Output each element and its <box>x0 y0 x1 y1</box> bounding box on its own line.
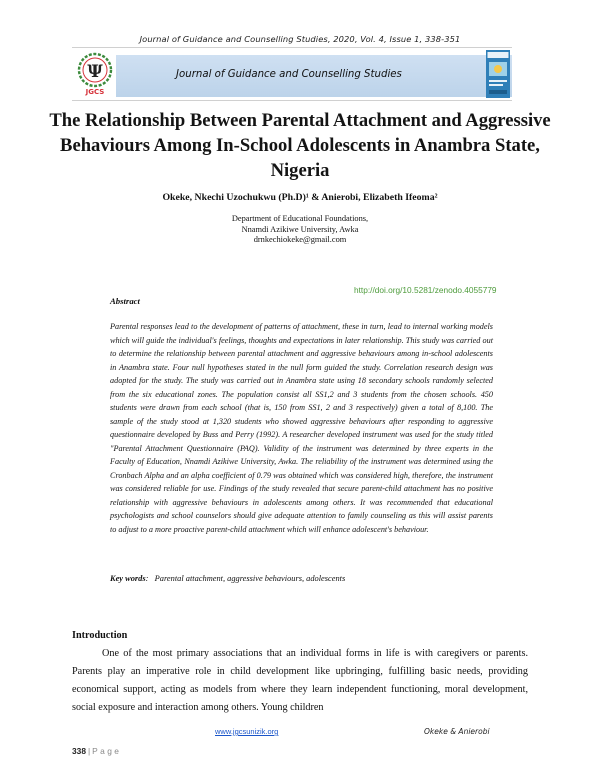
introduction-text: One of the most primary associations that an individual forms in life is with caregivers or parents. Parents play an imperative role in child development like upbringing, fulfilling basic needs, providing economical support, acting as models from where they learn independent functioning, moral development, social exposure and interaction among others. Young children <box>72 648 528 714</box>
doi-link[interactable]: http://doi.org/10.5281/zenodo.4055779 <box>354 285 497 295</box>
affiliation <box>0 214 600 246</box>
page-number-value: 338 <box>72 746 86 756</box>
keywords-label: Key words <box>110 574 146 583</box>
introduction-heading: Introduction <box>72 630 128 641</box>
journal-banner-title: Journal of Guidance and Counselling Studies <box>176 69 402 80</box>
abstract-heading: Abstract <box>110 296 140 306</box>
keywords-colon: : <box>145 574 155 583</box>
running-head: Journal of Guidance and Counselling Studies, 2020, Vol. 4, Issue 1, 338-351 <box>139 34 461 44</box>
footer-authors: Okeke & Anierobi <box>424 727 490 736</box>
page-number <box>72 746 121 756</box>
footer-website-link[interactable]: www.jgcsunizik.org <box>215 727 279 736</box>
journal-cover-thumbnail <box>486 50 510 98</box>
paper-title: The Relationship Between Parental Attachment and Aggressive Behaviours Among In-School Adolescents in Anambra State, Nigeria <box>49 110 551 181</box>
affiliation-university: Nnamdi Azikiwe University, Awka <box>241 224 359 234</box>
page-label: Page <box>92 746 122 756</box>
affiliation-department: Department of Educational Foundations, <box>231 214 369 223</box>
abstract-text: Parental responses lead to the development of patterns of attachment, these in turn, lead to internal working models which will guide the individual's feelings, thoughts and expectations in later relationship. This study was carried out to determine the relationship between parental attachment and aggressive behaviours among in-school adolescents in Anambra state. Four null hypotheses stated in the null form guided the study. Correlation research design was adopted for the study. The study was carried out in Anambra state using 18 secondary schools randomly selected from the six educational zones. The population consist all SS1,2 and 3 students from the chosen schools. 450 students were drawn from each school (that is, 150 from SS1, 2 and 3 respectively) given a total of 8,100. The sample of the study stood at 1,320 students who showed aggressive behaviours after responding to aggressive questionnaire developed by Buss and Perry (1992). A researcher developed instrument was used for the study titled "Parental Attachment Questionnaire (PAQ). Validity of the instrument was determined by three experts in the Faculty of Education, Nnamdi Azikiwe University, Awka. The reliability of the instrument was determined using the Cronbach Alpha and an alpha coefficient of 0.79 was obtained which was considered high, therefore, the instrument was considered reliable for use. Findings of the study revealed that secure parent-child attachment has no positive relationship with aggressive behaviours in adolescents among others. It was recommended that educational psychologists and school counselors should give adequate attention to family counseling as this will assist parents to adjust to a more proactive parent-child attachment which will enhance adolescent's behaviour. <box>110 322 493 534</box>
logo-text: JGCS <box>85 88 105 96</box>
journal-logo <box>74 51 116 96</box>
authors: Okeke, Nkechi Uzochukwu (Ph.D)¹ & Anierobi, Elizabeth Ifeoma² <box>162 192 438 203</box>
keywords-text: Parental attachment, aggressive behaviours, adolescents <box>154 574 346 583</box>
svg-text:Ψ: Ψ <box>87 62 103 82</box>
affiliation-email[interactable]: drnkechiokeke@gmail.com <box>253 235 347 245</box>
page-number-separator: | <box>87 746 91 756</box>
keywords <box>110 574 493 583</box>
